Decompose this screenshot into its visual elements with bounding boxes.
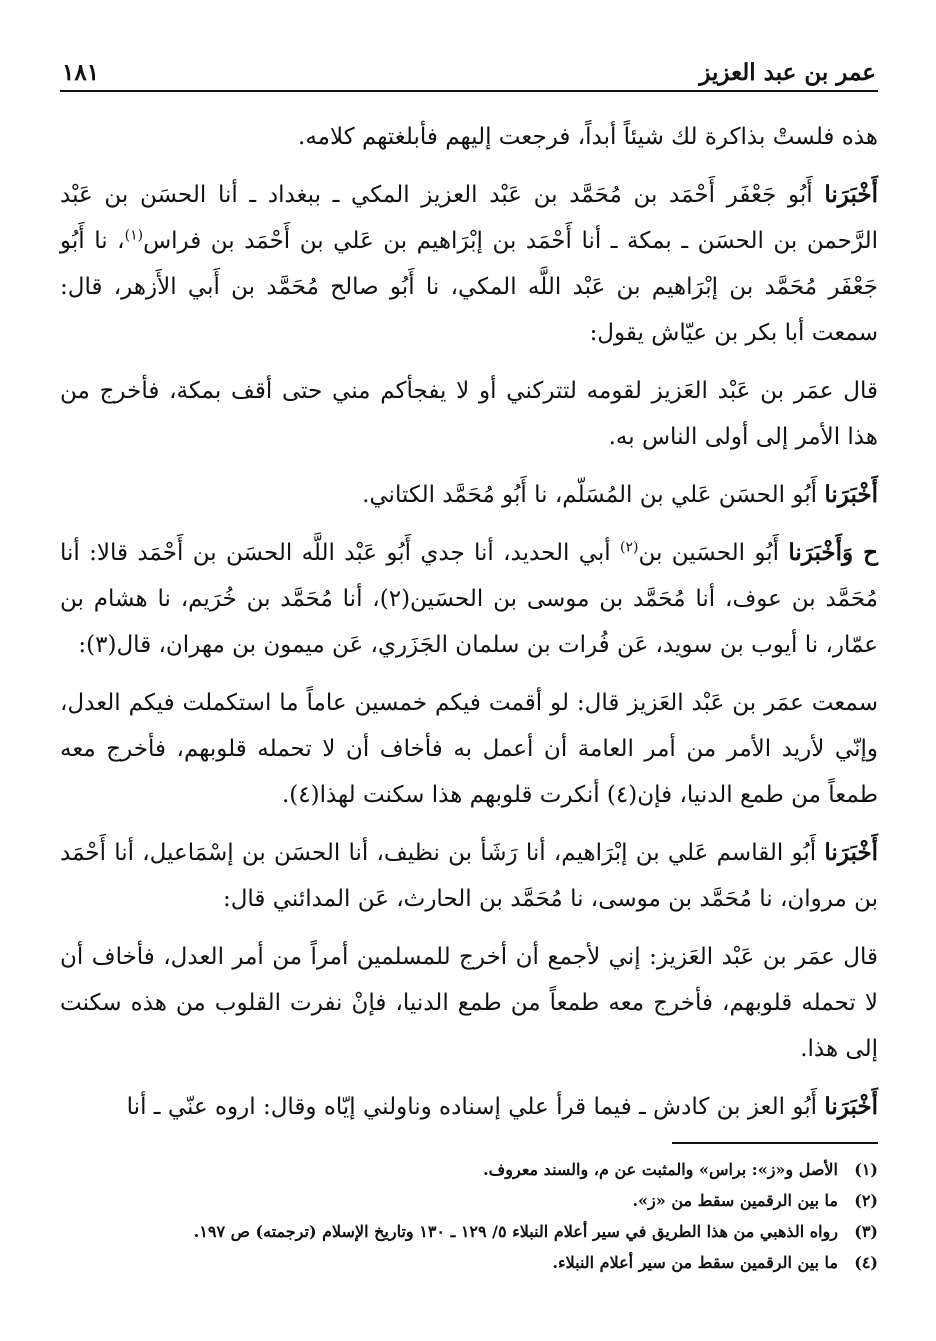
paragraph-text: أَبُو القاسم عَلي بن إبْرَاهيم، أنا رَشَأ بن نظيف، أنا الحسَن بن إسْمَاعيل، أنا أَحْمَد بن مروان، نا مُحَمَّد بن موسى، نا مُحَمَّد بن الحارث، عَن المدائني قال:: [60, 840, 878, 912]
footnote-number: (٣): [854, 1222, 878, 1241]
running-header: [60, 44, 878, 92]
paragraph-text: أَبُو جَعْفَر أَحْمَد بن مُحَمَّد بن عَبْد العزيز المكي ـ ببغداد ـ أنا الحسَن بن عَبْد الرَّحمن بن الحسَن ـ بمكة ـ أنا أَحْمَد بن إبْرَاهيم بن عَلي بن أَحْمَد بن فراس: [60, 182, 878, 254]
footnote: [60, 1247, 878, 1278]
paragraph-lead: أَخْبَرَنا: [824, 839, 878, 866]
paragraph-lead: أَخْبَرَنا: [824, 481, 878, 508]
footnote-number: (١): [854, 1160, 878, 1179]
paragraph: [60, 472, 878, 518]
header-title: عمر بن عبد العزيز: [699, 59, 876, 86]
paragraph-text: أَبُو الحسَن عَلي بن المُسَلّم، نا أَبُو مُحَمَّد الكتاني.: [362, 482, 825, 508]
paragraph-lead: أَخْبَرَنا: [824, 181, 878, 208]
footnotes: [60, 1154, 878, 1278]
paragraph: [60, 934, 878, 1072]
main-text: [60, 114, 878, 1130]
paragraph: [60, 680, 878, 818]
footnote-divider: [672, 1142, 878, 1144]
paragraph-tail: ، نا أَبُو جَعْفَر مُحَمَّد بن إبْرَاهيم بن عَبْد اللَّه المكي، نا أَبُو صالح مُحَمَّد بن أَبي الأَزهر، قال: سمعت أبا بكر بن عيّاش يقول:: [60, 228, 878, 346]
paragraph: [60, 114, 878, 160]
footnote-text: ما بين الرقمين سقط من سير أعلام النبلاء.: [552, 1253, 838, 1272]
paragraph-text: هذه فلستْ بذاكرة لك شيئاً أبداً، فرجعت إليهم فأبلغتهم كلامه.: [298, 124, 878, 150]
paragraph-text: أَبُو العز بن كادش ـ فيما قرأ علي إسناده وناولني إيّاه وقال: اروه عنّي ـ أنا: [126, 1094, 825, 1120]
paragraph-text: قال عمَر بن عَبْد العَزيز: إني لأجمع أن أخرج للمسلمين أمراً من أمر العدل، فأخاف أن لا تحمله قلوبهم، فأخرج معه طمعاً من طمع الدنيا، فإنْ نفرت القلوب من هذه سكنت إلى هذا.: [60, 944, 878, 1062]
footnote-text: ما بين الرقمين سقط من «ز».: [632, 1191, 838, 1210]
paragraph-text: أَبُو الحسَين بن: [638, 540, 789, 566]
page-number: ١٨١: [62, 59, 100, 86]
paragraph-lead: ح وَأَخْبَرَنا: [788, 539, 878, 566]
paragraph-lead: أَخْبَرَنا: [824, 1093, 878, 1120]
footnote: [60, 1216, 878, 1247]
paragraph: [60, 368, 878, 460]
paragraph-text: قال عمَر بن عَبْد العَزيز لقومه لتتركني أو لا يفجأكم مني حتى أقف بمكة، فأخرج من هذا الأمر إلى أولى الناس به.: [60, 378, 878, 450]
paragraph: [60, 530, 878, 668]
paragraph: [60, 830, 878, 922]
paragraph: [60, 172, 878, 356]
footnote-text: الأصل و«ز»: براس» والمثبت عن م، والسند معروف.: [483, 1160, 838, 1179]
footnote-number: (٢): [854, 1191, 878, 1210]
footnote-text: رواه الذهبي من هذا الطريق في سير أعلام النبلاء ٥/ ١٢٩ ـ ١٣٠ وتاريخ الإسلام (ترجمته) ص ١٩٧.: [193, 1222, 838, 1241]
paragraph: [60, 1084, 878, 1130]
footnote-ref: (١): [124, 227, 144, 244]
paragraph-tail: أبي الحديد، أنا جدي أَبُو عَبْد اللَّه الحسَن بن أَحْمَد قالا: أنا مُحَمَّد بن عوف، أنا مُحَمَّد بن موسى بن الحسَين(٢)، أنا مُحَمَّد بن خُرَيم، نا هشام بن عمّار، نا أيوب بن سويد، عَن فُرات بن سلمان الجَزَري، عَن ميمون بن مهران، قال(٣):: [60, 540, 878, 658]
footnote: [60, 1154, 878, 1185]
footnote-ref: (٢): [620, 539, 639, 556]
footnote: [60, 1185, 878, 1216]
paragraph-text: سمعت عمَر بن عَبْد العَزيز قال: لو أقمت فيكم خمسين عاماً ما استكملت فيكم العدل، وإنّي لأريد الأمر من أمر العامة أن أعمل به فأخاف أن لا تحمله قلوبهم، فأخرج معه طمعاً من طمع الدنيا، فإن(٤) أنكرت قلوبهم هذا سكنت لهذا(٤).: [60, 690, 878, 808]
footnote-number: (٤): [854, 1253, 878, 1272]
